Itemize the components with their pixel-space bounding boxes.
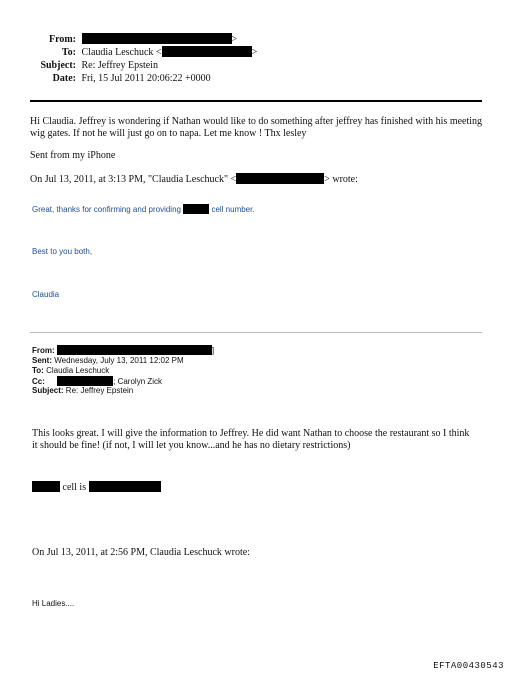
document-id: EFTA00430543 (433, 661, 504, 671)
quote-intro-start: On Jul 13, 2011, at 3:13 PM, "Claudia Leschuck" < (30, 174, 237, 185)
fwd-to-row (32, 366, 109, 376)
reply-greeting: Hi Ladies.... (32, 599, 75, 608)
quoted-line-2: Best to you both, (32, 247, 93, 256)
reply-cell-text: cell is (62, 482, 87, 493)
redacted-block (57, 345, 215, 355)
redacted-block (236, 173, 324, 184)
fwd-from-label: From: (32, 346, 55, 355)
quoted-line-1-end: cell number. (211, 205, 255, 214)
reply-cell-line (32, 481, 161, 494)
fwd-to-label: To: (32, 366, 44, 375)
header-date-row (30, 72, 211, 85)
reply-quote-intro: On Jul 13, 2011, at 2:56 PM, Claudia Leschuck wrote: (32, 547, 250, 558)
header-subject-label: Subject: (40, 60, 76, 71)
fwd-to-value: Claudia Leschuck (46, 366, 110, 375)
fwd-subject-value: Re: Jeffrey Epstein (65, 386, 134, 395)
header-date-label: Date: (52, 73, 76, 84)
header-date-value: Fri, 15 Jul 2011 20:06:22 +0000 (81, 73, 211, 84)
quoted-line-1-start: Great, thanks for confirming and providing (32, 205, 181, 214)
fwd-sent-row (32, 356, 184, 366)
fwd-cc-value: ; Carolyn Zick (113, 377, 163, 386)
fwd-sent-value: Wednesday, July 13, 2011 12:02 PM (54, 356, 184, 365)
header-to-value: Claudia Leschuck < (81, 47, 162, 58)
fwd-cc-label: Cc: (32, 377, 45, 386)
header-subject-row (30, 59, 158, 72)
message-line-1: Hi Claudia. Jeffrey is wondering if Nathan would like to do something after jeffrey has finished with his meeting (30, 116, 483, 127)
quote-intro (30, 173, 358, 186)
header-from-row (30, 33, 237, 46)
reply-line-1: This looks great. I will give the information to Jeffrey. He did want Nathan to choose the restaurant so I think (32, 428, 470, 439)
fwd-subject-row (32, 386, 133, 396)
redacted-block (82, 33, 232, 44)
reply-line-2: it should be fine! (if not, I will let you know...and he has no dietary restrictions) (32, 440, 351, 451)
fwd-from-row (32, 345, 214, 356)
header-to-suffix: > (251, 47, 258, 58)
header-to-row (30, 46, 257, 59)
fwd-from-suffix: ] (211, 346, 215, 355)
redacted-block (57, 376, 113, 386)
redacted-block (162, 46, 252, 57)
redacted-block (32, 481, 60, 492)
message-signature: Sent from my iPhone (30, 150, 116, 161)
header-divider (30, 100, 482, 102)
quoted-divider (30, 332, 482, 333)
header-to-label: To: (61, 47, 76, 58)
quoted-line-3: Claudia (32, 290, 60, 299)
fwd-subject-label: Subject: (32, 386, 64, 395)
redacted-block (89, 481, 161, 492)
message-line-2: wig gates. If not he will just go on to napa. Let me know ! Thx lesley (30, 128, 307, 139)
quoted-line-1 (32, 204, 255, 214)
header-subject-value: Re: Jeffrey Epstein (81, 60, 158, 71)
quote-intro-end: > wrote: (324, 174, 358, 185)
header-from-label: From: (48, 34, 76, 45)
fwd-sent-label: Sent: (32, 356, 52, 365)
redacted-block (183, 204, 209, 214)
header-from-suffix: > (231, 34, 238, 45)
